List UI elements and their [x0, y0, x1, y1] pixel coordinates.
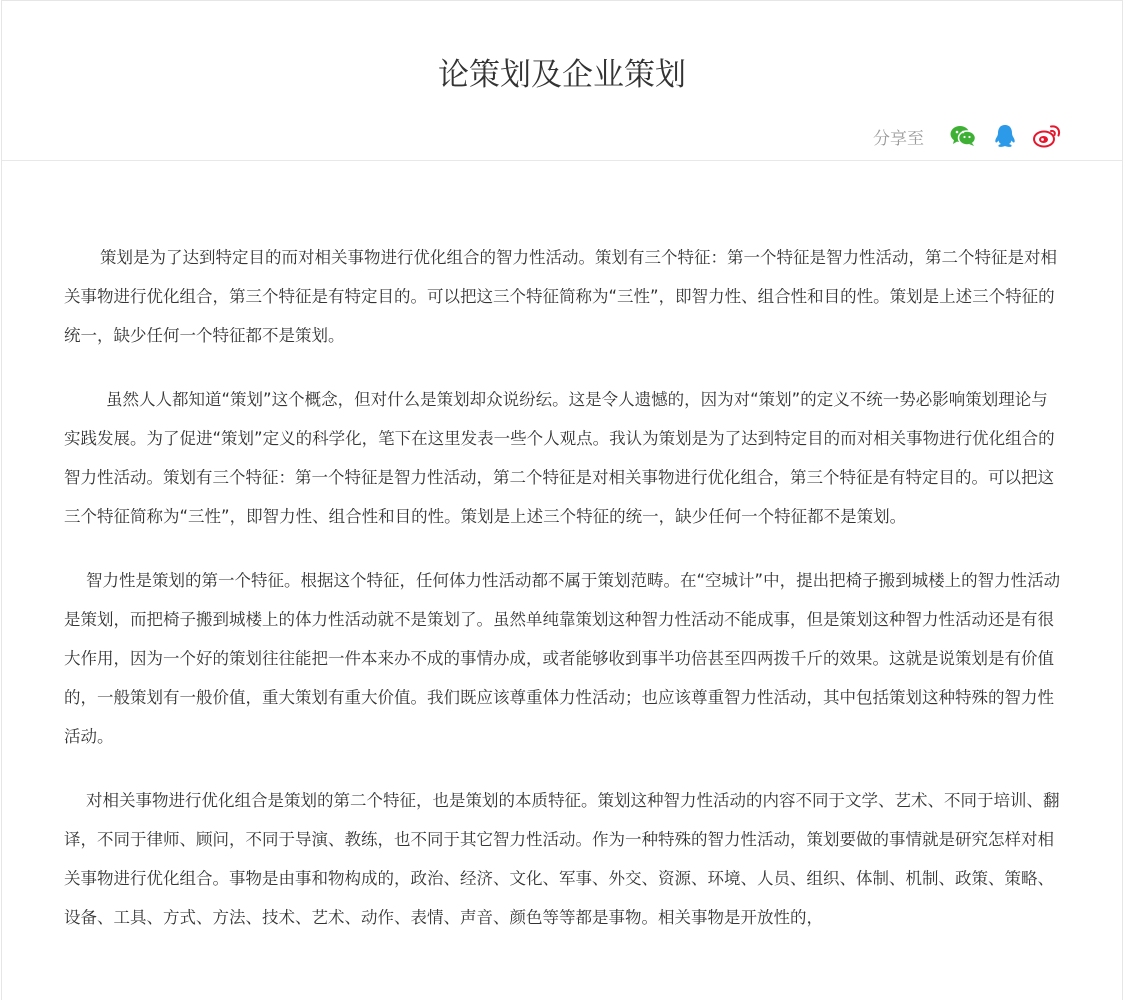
article-body — [64, 238, 1064, 962]
paragraph-concept: 虽然人人都知道“策划”这个概念，但对什么是策划却众说纷纭。这是令人遗憾的，因为对“策划”的定义不统一势必影响策划理论与实践发展。为了促进“策划”定义的科学化，笔下在这里发表一些个人观点。我认为策划是为了达到特定目的而对相关事物进行优化组合的智力性活动。策划有三个特征：第一个特征是智力性活动，第二个特征是对相关事物进行优化组合，第三个特征是有特定目的。可以把这三个特征简称为“三性”，即智力性、组合性和目的性。策划是上述三个特征的统一，缺少任何一个特征都不是策划。 — [64, 390, 1055, 526]
paragraph-combination: 对相关事物进行优化组合是策划的第二个特征，也是策划的本质特征。策划这种智力性活动的内容不同于文学、艺术、不同于培训、翻译，不同于律师、顾问，不同于导演、教练，也不同于其它智力性活动。作为一种特殊的智力性活动，策划要做的事情就是研究怎样对相关事物进行优化组合。事物是由事和物构成的，政治、经济、文化、军事、外交、资源、环境、人员、组织、体制、机制、政策、策略、设备、工具、方式、方法、技术、艺术、动作、表情、声音、颜色等等都是事物。相关事物是开放性的， — [64, 791, 1060, 927]
share-weibo-button[interactable] — [1032, 121, 1062, 151]
share-bar — [873, 121, 1062, 151]
wechat-icon — [950, 125, 976, 147]
paragraph-definition: 策划是为了达到特定目的而对相关事物进行优化组合的智力性活动。策划有三个特征：第一个特征是智力性活动，第二个特征是对相关事物进行优化组合，第三个特征是有特定目的。可以把这三个特征简称为“三性”，即智力性、组合性和目的性。策划是上述三个特征的统一，缺少任何一个特征都不是策划。 — [64, 248, 1057, 345]
weibo-icon — [1033, 124, 1061, 148]
paragraph-intelligence: 智力性是策划的第一个特征。根据这个特征，任何体力性活动都不属于策划范畴。在“空城计”中，提出把椅子搬到城楼上的智力性活动是策划，而把椅子搬到城楼上的体力性活动就不是策划了。虽然单纯靠策划这种智力性活动不能成事，但是策划这种智力性活动还是有很大作用，因为一个好的策划往往能把一件本来办不成的事情办成，或者能够收到事半功倍甚至四两拨千斤的效果。这就是说策划是有价值的，一般策划有一般价值，重大策划有重大价值。我们既应该尊重体力性活动；也应该尊重智力性活动，其中包括策划这种特殊的智力性活动。 — [64, 571, 1061, 746]
article-page — [1, 0, 1123, 1000]
qq-icon — [994, 124, 1016, 148]
share-qq-button[interactable] — [990, 121, 1020, 151]
article-title: 论策划及企业策划 — [438, 57, 686, 93]
share-wechat-button[interactable] — [948, 121, 978, 151]
share-label: 分享至 — [873, 128, 924, 149]
article-header — [2, 1, 1122, 161]
